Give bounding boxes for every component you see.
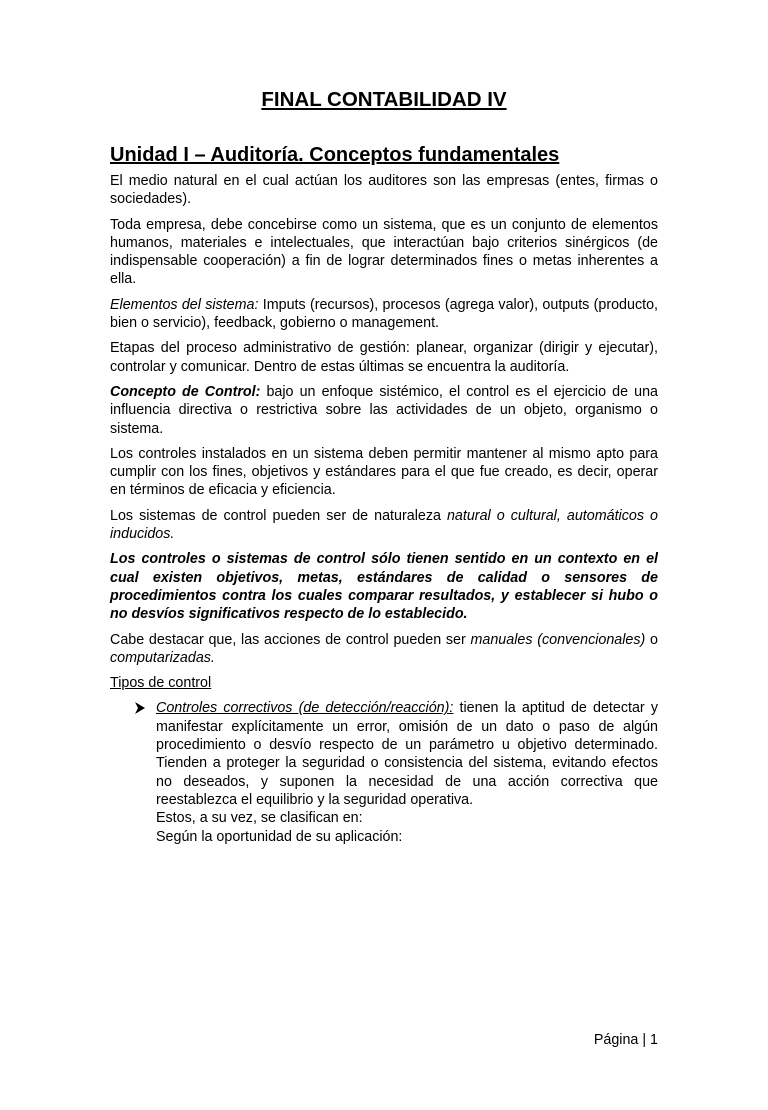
bullet-paragraph bbox=[156, 699, 658, 809]
controles-correctivos-text: tienen la aptitud de detectar y manifestar explícitamente un error, omisión de un dato o paso de algún procedimiento o desvío respecto de un parámetro u objetivo determinado. Tienden a proteger la seguridad o consistencia del sistema, evitando efectos no deseados, y suponen la necesidad de una acción correctiva que reestablezca el equilibrio y la seguridad operativa. bbox=[156, 700, 658, 808]
concepto-control-label: Concepto de Control: bbox=[110, 383, 261, 400]
elementos-label: Elementos del sistema: bbox=[110, 296, 259, 313]
paragraph-etapas: Etapas del proceso administrativo de gestión: planear, organizar (dirigir y ejecutar), controlar y comunicar. Dentro de estas últimas se encuentra la auditoría. bbox=[110, 340, 658, 375]
document-title: FINAL CONTABILIDAD IV bbox=[261, 88, 507, 111]
bullet-controles-correctivos bbox=[156, 699, 658, 845]
tipos-control-heading: Tipos de control bbox=[110, 675, 212, 692]
elementos-text: Imputs (recursos), procesos (agrega valor), outputs (producto, bien o servicio), feedback, gobierno o management. bbox=[110, 296, 658, 332]
acciones-italic-manuales: manuales (convencionales) bbox=[470, 631, 646, 648]
bullet-line-oportunidad: Según la oportunidad de su aplicación: bbox=[156, 828, 403, 845]
concepto-control-text: bajo un enfoque sistémico, el control es el ejercicio de una influencia directiva o restrictiva sobre las actividades de un objeto, organismo o sistema. bbox=[110, 383, 658, 437]
acciones-text: Cabe destacar que, las acciones de control pueden ser bbox=[110, 631, 471, 648]
arrow-bullet-icon bbox=[134, 701, 146, 715]
document-page bbox=[0, 86, 768, 1110]
paragraph-controles-instalados: Los controles instalados en un sistema deben permitir mantener al mismo apto para cumplir con los fines, objetivos y estándares para el que fue creado, es decir, operar en términos de eficacia y eficiencia. bbox=[110, 445, 658, 499]
sistemas-control-italic: natural o cultural, automáticos o inducidos. bbox=[110, 507, 658, 543]
paragraph-acciones-control bbox=[110, 631, 658, 668]
paragraph-sistemas-control bbox=[110, 507, 658, 544]
sistemas-control-text: Los sistemas de control pueden ser de naturaleza bbox=[110, 507, 447, 524]
paragraph-empresa-sistema: Toda empresa, debe concebirse como un sistema, que es un conjunto de elementos humanos, materiales e intelectuales, que interactúan bajo criterios sinérgicos (de indispensable cooperación) a fin de lograr determinados fines o metas inherentes a ella. bbox=[110, 216, 658, 288]
bullet-line-clasifican: Estos, a su vez, se clasifican en: bbox=[156, 810, 363, 827]
unit-heading: Unidad I – Auditoría. Conceptos fundamentales bbox=[110, 144, 560, 166]
paragraph-elementos-sistema bbox=[110, 296, 658, 333]
acciones-mid: o bbox=[645, 631, 658, 648]
page-number-footer: Página | 1 bbox=[593, 1032, 658, 1048]
controles-correctivos-label: Controles correctivos (de detección/reacción): bbox=[156, 700, 454, 717]
paragraph-concepto-control bbox=[110, 383, 658, 438]
acciones-italic-computarizadas: computarizadas. bbox=[110, 649, 215, 666]
paragraph-sentido-controles: Los controles o sistemas de control sólo tienen sentido en un contexto en el cual existen objetivos, metas, estándares de calidad o sensores de procedimientos contra los cuales comparar resultados, y establecer si hubo o no desvíos significativos respecto de lo establecido. bbox=[110, 551, 658, 623]
paragraph-medio-natural: El medio natural en el cual actúan los auditores son las empresas (entes, firmas o sociedades). bbox=[110, 173, 658, 208]
